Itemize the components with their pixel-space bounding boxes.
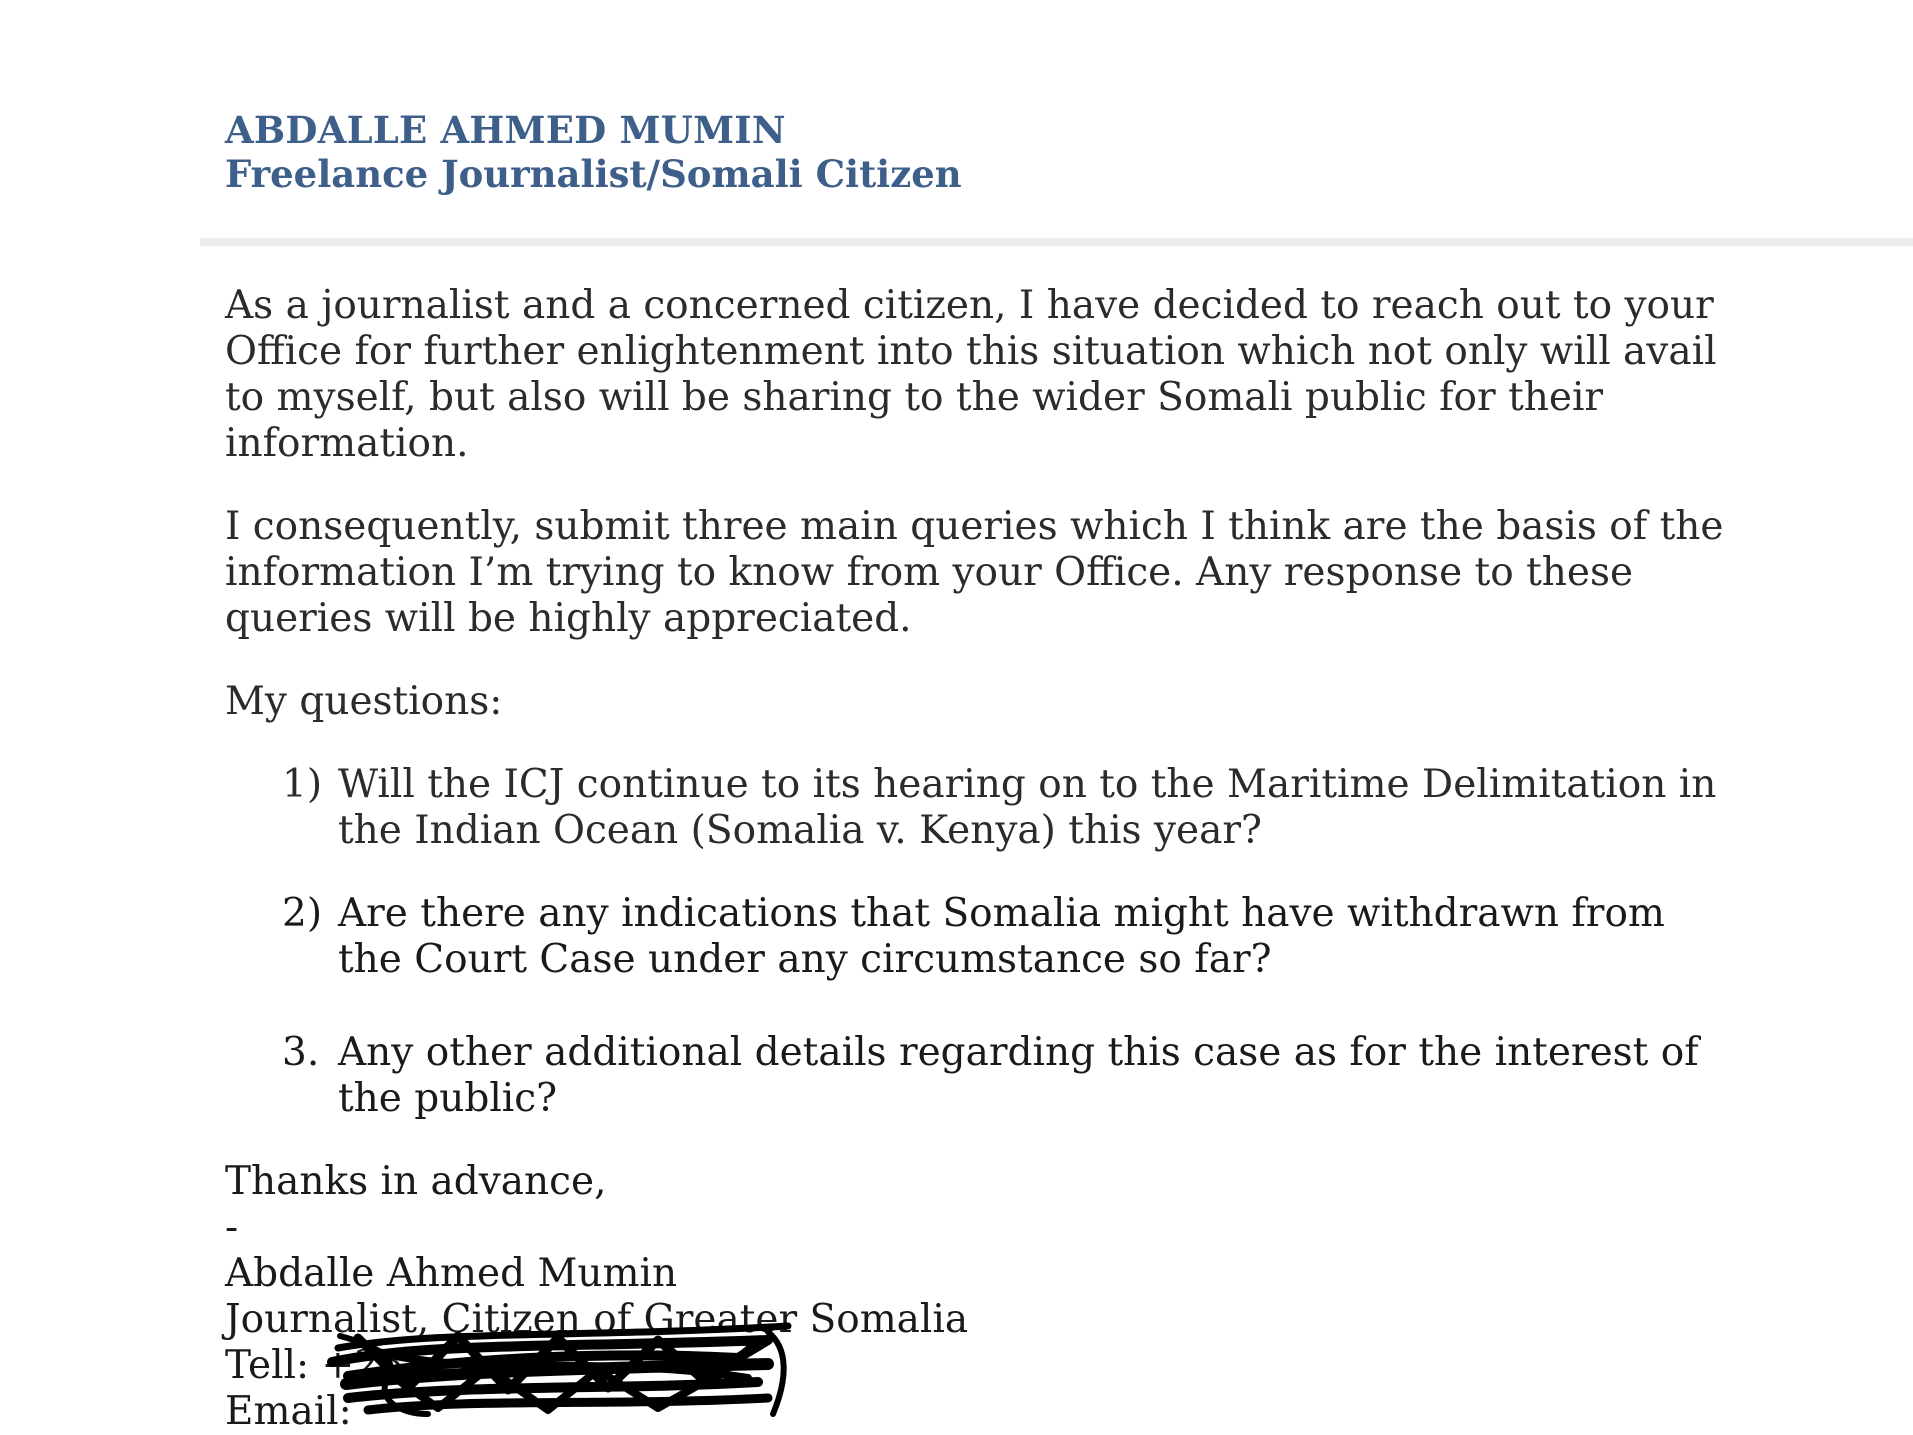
question-item xyxy=(225,1030,1725,1122)
closing-dash: - xyxy=(225,1205,239,1250)
question-text: Will the ICJ continue to its hearing on to the Maritime Delimitation in the Indian Ocean (Somalia v. Kenya) this year? xyxy=(338,762,1717,853)
contact-email: Email: xyxy=(225,1389,352,1434)
letter-body xyxy=(225,283,1725,1435)
queries-paragraph: I consequently, submit three main queries which I think are the basis of the information I’m trying to know from your Office. Any response to these queries will be highly appreciated. xyxy=(225,504,1724,641)
header-divider xyxy=(200,238,1913,246)
question-item xyxy=(225,762,1725,854)
question-text: Any other additional details regarding this case as for the interest of the public? xyxy=(338,1030,1699,1121)
letterhead xyxy=(225,108,962,196)
questions-list xyxy=(225,762,1725,1122)
question-number: 1) xyxy=(282,762,323,807)
questions-heading: My questions: xyxy=(225,679,503,724)
intro-paragraph: As a journalist and a concerned citizen, I have decided to reach out to your Office for further enlightenment into this situation which not only will avail to myself, but also will be sharing to the wider Somali public for their information. xyxy=(225,283,1717,466)
question-number: 3. xyxy=(282,1030,320,1075)
closing-thanks: Thanks in advance, xyxy=(225,1159,607,1204)
question-text: Are there any indications that Somalia might have withdrawn from the Court Case under any circumstance so far? xyxy=(338,891,1665,982)
question-item xyxy=(225,891,1725,983)
author-title-heading: Freelance Journalist/Somali Citizen xyxy=(225,152,962,196)
signer-name: Abdalle Ahmed Mumin xyxy=(225,1251,678,1296)
author-name-heading: ABDALLE AHMED MUMIN xyxy=(225,108,786,152)
signer-role: Journalist, Citizen of Greater Somalia xyxy=(225,1297,969,1342)
question-number: 2) xyxy=(282,891,323,936)
redaction-scribble xyxy=(318,1318,798,1418)
contact-tel: Tell: +25 xyxy=(225,1343,404,1388)
